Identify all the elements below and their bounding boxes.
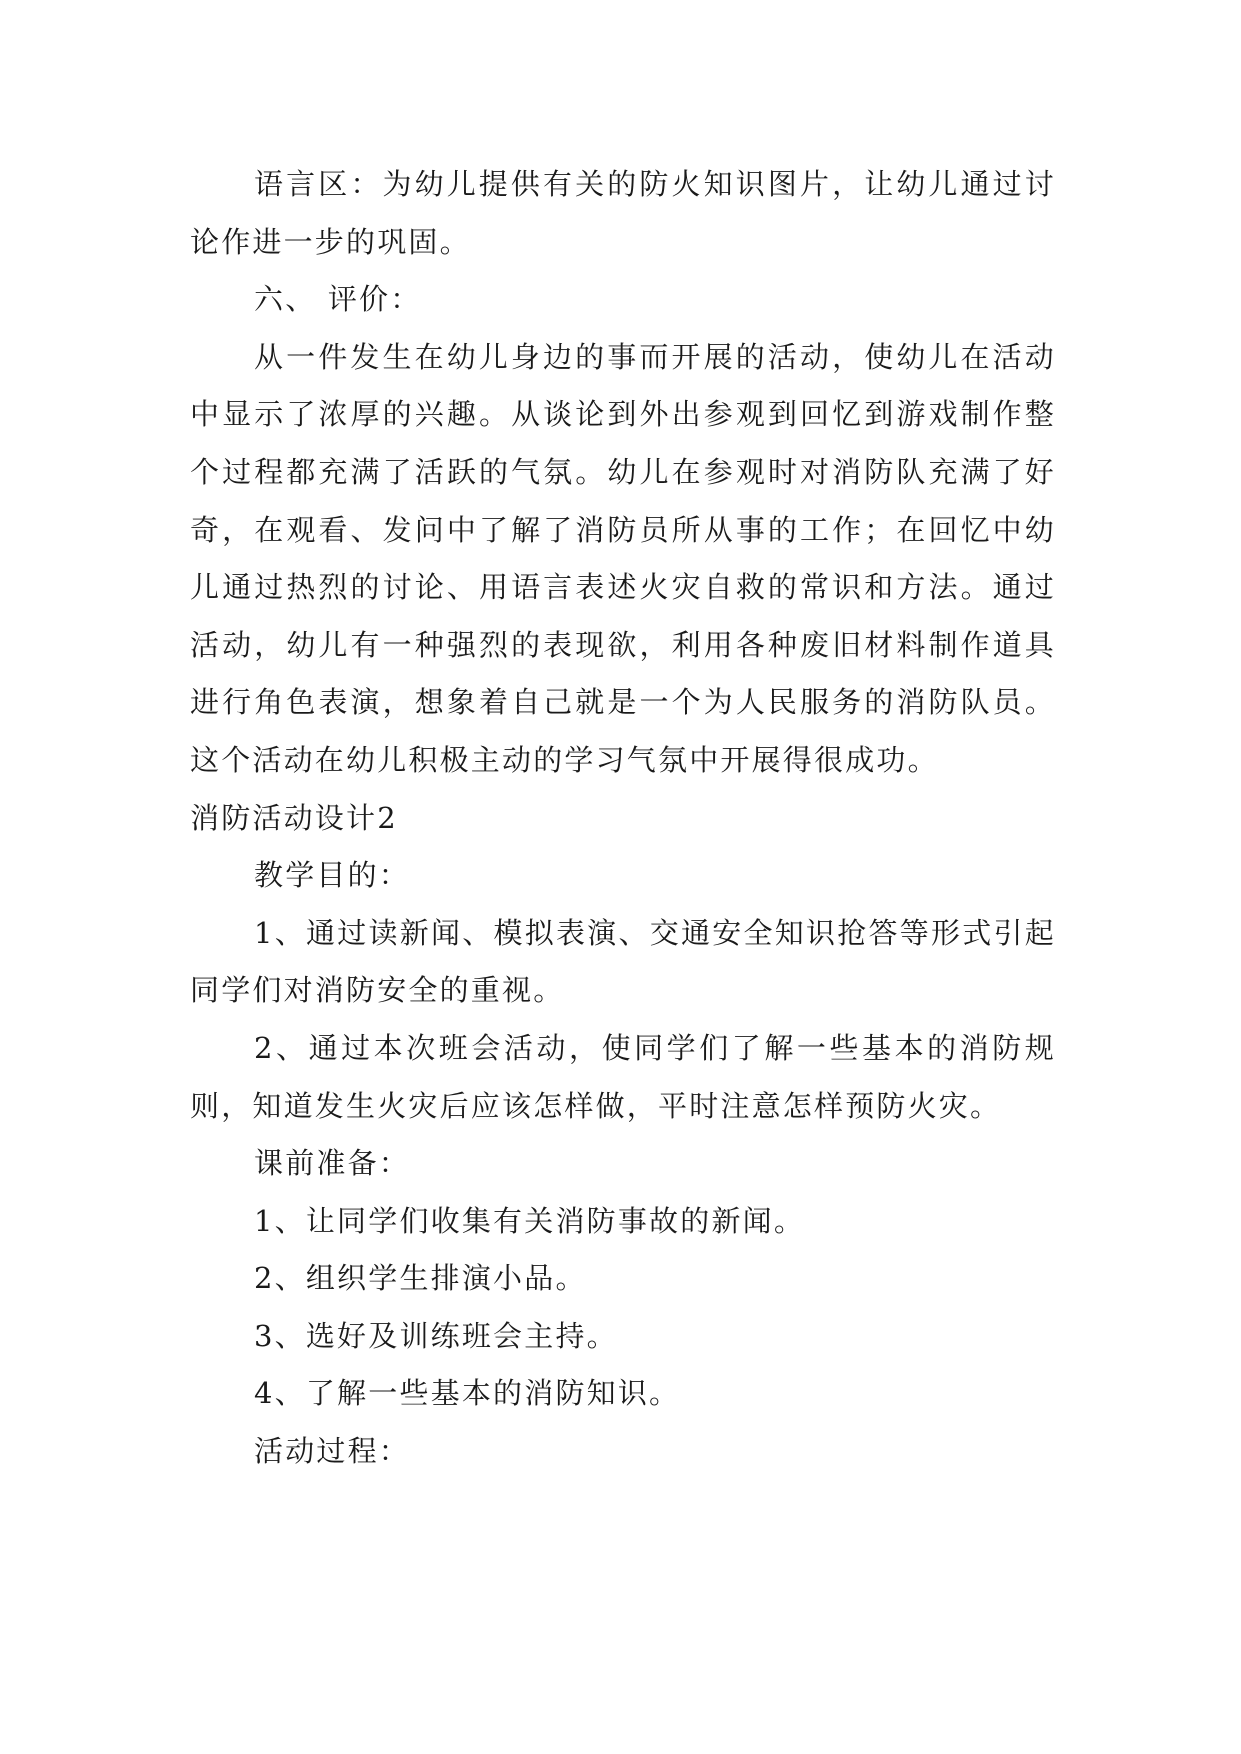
preparation-item-1: 1、让同学们收集有关消防事故的新闻。 [254, 1203, 806, 1238]
document-title-design-2: 消防活动设计2 [190, 800, 398, 835]
section-heading-preparation: 课前准备： [254, 1146, 411, 1181]
goal-item-2: 2、通过本次班会活动，使同学们了解一些基本的消防规则，知道发生火灾后应该怎样做，平时注意怎样预防火灾。 [190, 1030, 1056, 1123]
section-heading-activity-process: 活动过程： [254, 1434, 411, 1469]
section-heading-evaluation: 六、 评价： [254, 282, 422, 317]
paragraph-evaluation: 从一件发生在幼儿身边的事而开展的活动，使幼儿在活动中显示了浓厚的兴趣。从谈论到外出参观到回忆到游戏制作整个过程都充满了活跃的气氛。幼儿在参观时对消防队充满了好奇，在观看、发问中了解了消防员所从事的工作；在回忆中幼儿通过热烈的讨论、用语言表述火灾自救的常识和方法。通过活动，幼儿有一种强烈的表现欲，利用各种废旧材料制作道具进行角色表演，想象着自己就是一个为人民服务的消防队员。这个活动在幼儿积极主动的学习气氛中开展得很成功。 [190, 339, 1056, 777]
preparation-item-2: 2、组织学生排演小品。 [254, 1261, 587, 1296]
preparation-item-4: 4、了解一些基本的消防知识。 [254, 1376, 681, 1411]
paragraph-language-area: 语言区：为幼儿提供有关的防火知识图片，让幼儿通过讨论作进一步的巩固。 [190, 167, 1056, 259]
section-heading-teaching-goals: 教学目的： [254, 858, 411, 893]
document-body [190, 156, 1056, 1481]
goal-item-1: 1、通过读新闻、模拟表演、交通安全知识抢答等形式引起同学们对消防安全的重视。 [190, 915, 1056, 1008]
preparation-item-3: 3、选好及训练班会主持。 [254, 1318, 618, 1353]
